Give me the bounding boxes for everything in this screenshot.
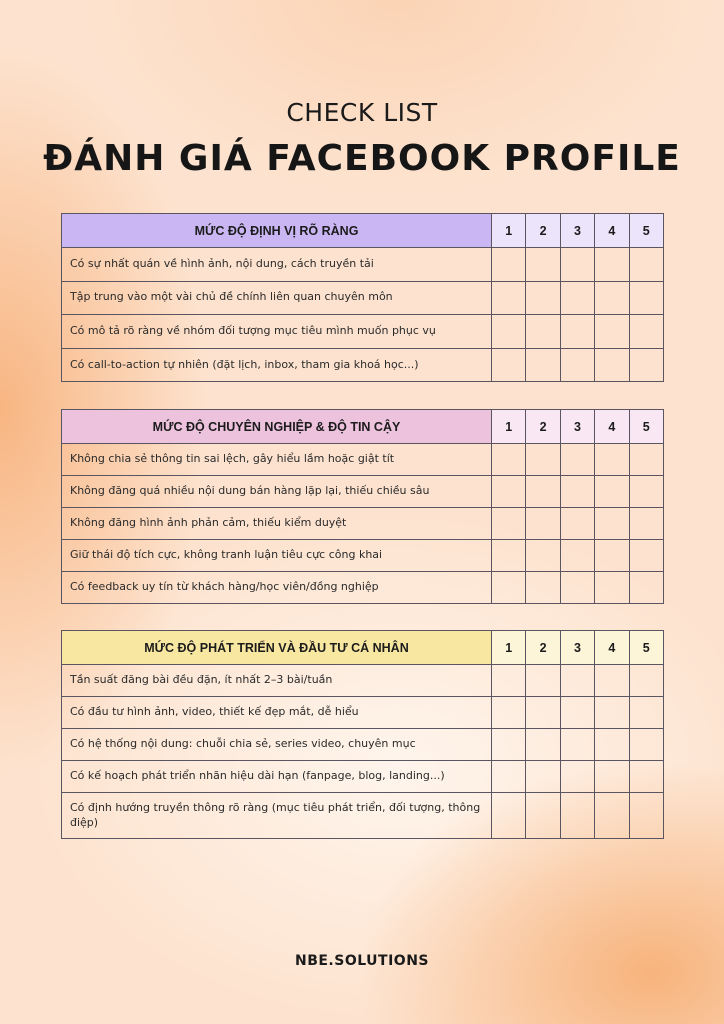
rating-cell-4[interactable] <box>595 248 629 282</box>
rating-cell-1[interactable] <box>492 793 526 839</box>
rating-cell-4[interactable] <box>595 697 629 729</box>
section-heading: MỨC ĐỘ ĐỊNH VỊ RÕ RÀNG <box>62 214 492 248</box>
section-heading: MỨC ĐỘ CHUYÊN NGHIỆP & ĐỘ TIN CẬY <box>62 410 492 444</box>
scale-2-header: 2 <box>526 410 560 444</box>
rating-cell-1[interactable] <box>492 697 526 729</box>
checklist-table-positioning <box>61 213 664 382</box>
criterion-label: Có mô tả rõ ràng về nhóm đối tượng mục tiêu mình muốn phục vụ <box>62 315 492 349</box>
rating-cell-4[interactable] <box>595 508 629 540</box>
table-row <box>62 348 664 382</box>
criterion-label: Có kế hoạch phát triển nhãn hiệu dài hạn (fanpage, blog, landing...) <box>62 761 492 793</box>
scale-3-header: 3 <box>560 631 594 665</box>
rating-cell-5[interactable] <box>629 248 663 282</box>
rating-cell-4[interactable] <box>595 315 629 349</box>
criterion-label: Có hệ thống nội dung: chuỗi chia sẻ, series video, chuyên mục <box>62 729 492 761</box>
table-row <box>62 729 664 761</box>
table-row <box>62 248 664 282</box>
table-row <box>62 793 664 839</box>
scale-1-header: 1 <box>492 410 526 444</box>
criterion-label: Không chia sẻ thông tin sai lệch, gây hiểu lầm hoặc giật tít <box>62 444 492 476</box>
rating-cell-2[interactable] <box>526 540 560 572</box>
scale-3-header: 3 <box>560 214 594 248</box>
criterion-label: Có đầu tư hình ảnh, video, thiết kế đẹp mắt, dễ hiểu <box>62 697 492 729</box>
rating-cell-1[interactable] <box>492 729 526 761</box>
rating-cell-1[interactable] <box>492 444 526 476</box>
table-row <box>62 281 664 315</box>
scale-4-header: 4 <box>595 410 629 444</box>
rating-cell-2[interactable] <box>526 761 560 793</box>
criterion-label: Giữ thái độ tích cực, không tranh luận tiêu cực công khai <box>62 540 492 572</box>
criterion-label: Không đăng hình ảnh phản cảm, thiếu kiểm duyệt <box>62 508 492 540</box>
rating-cell-5[interactable] <box>629 572 663 604</box>
rating-cell-5[interactable] <box>629 697 663 729</box>
rating-cell-2[interactable] <box>526 665 560 697</box>
rating-cell-4[interactable] <box>595 281 629 315</box>
rating-cell-3[interactable] <box>560 248 594 282</box>
rating-cell-5[interactable] <box>629 793 663 839</box>
rating-cell-4[interactable] <box>595 761 629 793</box>
rating-cell-1[interactable] <box>492 540 526 572</box>
table-row <box>62 572 664 604</box>
scale-1-header: 1 <box>492 214 526 248</box>
rating-cell-3[interactable] <box>560 729 594 761</box>
rating-cell-2[interactable] <box>526 508 560 540</box>
rating-cell-2[interactable] <box>526 281 560 315</box>
rating-cell-3[interactable] <box>560 476 594 508</box>
scale-4-header: 4 <box>595 214 629 248</box>
rating-cell-5[interactable] <box>629 508 663 540</box>
rating-cell-2[interactable] <box>526 697 560 729</box>
rating-cell-1[interactable] <box>492 761 526 793</box>
table-row <box>62 665 664 697</box>
checklist-table-professionalism <box>61 409 664 604</box>
rating-cell-2[interactable] <box>526 793 560 839</box>
table-row <box>62 697 664 729</box>
rating-cell-5[interactable] <box>629 348 663 382</box>
checklist-table-development <box>61 630 664 839</box>
checklist-subtitle: CHECK LIST <box>286 98 438 127</box>
criterion-label: Có feedback uy tín từ khách hàng/học viên/đồng nghiệp <box>62 572 492 604</box>
rating-cell-2[interactable] <box>526 572 560 604</box>
rating-cell-4[interactable] <box>595 572 629 604</box>
rating-cell-5[interactable] <box>629 281 663 315</box>
rating-cell-3[interactable] <box>560 697 594 729</box>
section-heading: MỨC ĐỘ PHÁT TRIỂN VÀ ĐẦU TƯ CÁ NHÂN <box>62 631 492 665</box>
rating-cell-5[interactable] <box>629 665 663 697</box>
scale-5-header: 5 <box>629 410 663 444</box>
rating-cell-4[interactable] <box>595 476 629 508</box>
table-header-row <box>62 410 664 444</box>
rating-cell-3[interactable] <box>560 315 594 349</box>
scale-1-header: 1 <box>492 631 526 665</box>
page-title: ĐÁNH GIÁ FACEBOOK PROFILE <box>43 138 681 179</box>
scale-5-header: 5 <box>629 631 663 665</box>
table-row <box>62 444 664 476</box>
rating-cell-5[interactable] <box>629 729 663 761</box>
criterion-label: Có sự nhất quán về hình ảnh, nội dung, cách truyền tải <box>62 248 492 282</box>
criterion-label: Có call-to-action tự nhiên (đặt lịch, inbox, tham gia khoá học...) <box>62 348 492 382</box>
rating-cell-1[interactable] <box>492 476 526 508</box>
rating-cell-2[interactable] <box>526 315 560 349</box>
rating-cell-3[interactable] <box>560 665 594 697</box>
rating-cell-4[interactable] <box>595 540 629 572</box>
rating-cell-3[interactable] <box>560 540 594 572</box>
rating-cell-4[interactable] <box>595 444 629 476</box>
criterion-label: Tập trung vào một vài chủ đề chính liên quan chuyên môn <box>62 281 492 315</box>
criterion-label: Không đăng quá nhiều nội dung bán hàng lặp lại, thiếu chiều sâu <box>62 476 492 508</box>
rating-cell-4[interactable] <box>595 793 629 839</box>
table-row <box>62 508 664 540</box>
rating-cell-3[interactable] <box>560 761 594 793</box>
rating-cell-5[interactable] <box>629 476 663 508</box>
rating-cell-3[interactable] <box>560 348 594 382</box>
table-row <box>62 761 664 793</box>
scale-2-header: 2 <box>526 631 560 665</box>
rating-cell-1[interactable] <box>492 572 526 604</box>
rating-cell-1[interactable] <box>492 508 526 540</box>
scale-2-header: 2 <box>526 214 560 248</box>
criterion-label: Tần suất đăng bài đều đặn, ít nhất 2–3 bài/tuần <box>62 665 492 697</box>
rating-cell-1[interactable] <box>492 281 526 315</box>
rating-cell-5[interactable] <box>629 540 663 572</box>
rating-cell-4[interactable] <box>595 729 629 761</box>
rating-cell-3[interactable] <box>560 508 594 540</box>
rating-cell-5[interactable] <box>629 315 663 349</box>
brand-logo-text: NBE.SOLUTIONS <box>294 953 429 969</box>
criterion-label: Có định hướng truyền thông rõ ràng (mục tiêu phát triển, đối tượng, thông điệp) <box>62 793 492 839</box>
rating-cell-4[interactable] <box>595 348 629 382</box>
table-row <box>62 476 664 508</box>
rating-cell-5[interactable] <box>629 761 663 793</box>
rating-cell-1[interactable] <box>492 315 526 349</box>
rating-cell-1[interactable] <box>492 348 526 382</box>
rating-cell-2[interactable] <box>526 476 560 508</box>
scale-4-header: 4 <box>595 631 629 665</box>
rating-cell-3[interactable] <box>560 444 594 476</box>
rating-cell-3[interactable] <box>560 281 594 315</box>
rating-cell-2[interactable] <box>526 729 560 761</box>
rating-cell-3[interactable] <box>560 793 594 839</box>
rating-cell-1[interactable] <box>492 665 526 697</box>
table-row <box>62 315 664 349</box>
rating-cell-4[interactable] <box>595 665 629 697</box>
scale-3-header: 3 <box>560 410 594 444</box>
scale-5-header: 5 <box>629 214 663 248</box>
rating-cell-3[interactable] <box>560 572 594 604</box>
table-header-row <box>62 631 664 665</box>
rating-cell-1[interactable] <box>492 248 526 282</box>
rating-cell-2[interactable] <box>526 348 560 382</box>
table-header-row <box>62 214 664 248</box>
rating-cell-5[interactable] <box>629 444 663 476</box>
rating-cell-2[interactable] <box>526 444 560 476</box>
table-row <box>62 540 664 572</box>
rating-cell-2[interactable] <box>526 248 560 282</box>
